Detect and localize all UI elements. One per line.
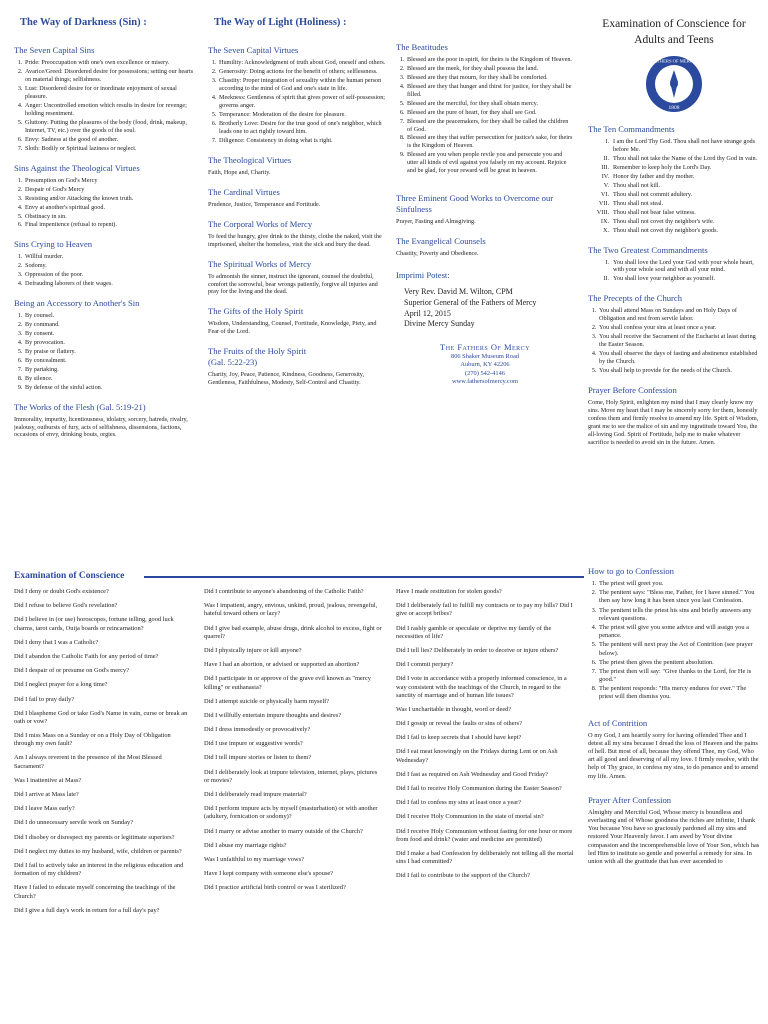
- question: Did I tell impure stories or listen to them?: [204, 754, 312, 762]
- light-title: The Way of Light (Holiness) :: [214, 17, 347, 28]
- crying-sins-list: [14, 253, 196, 288]
- question: Did I fail to receive Holy Communion during the Easter Season?: [396, 785, 562, 792]
- capital-sins-list: [14, 59, 196, 152]
- good-works-title: Three Eminent Good Works to Overcome our Sinfulness: [396, 193, 554, 215]
- theological-sins-title: Sins Against the Theological Virtues: [14, 162, 140, 173]
- gifts-text: Wisdom, Understanding, Counsel, Fortitude, Knowledge, Piety, and Fear of the Lord.: [208, 320, 377, 336]
- list-item: 4. Anger: Uncontrolled emotion which results in desire for revenge; holding resentment.: [24, 102, 196, 118]
- list-item: 2. You shall confess your sins at least once a year.: [598, 324, 760, 332]
- list-item-text: Thou shall not steal.: [613, 199, 664, 207]
- list-item-text: Remember to keep holy the Lord's Day.: [613, 164, 712, 171]
- list-item: 1. Humility: Acknowledgment of truth about God, oneself and others.: [218, 59, 388, 67]
- gifts-title: The Gifts of the Holy Spirit: [208, 306, 304, 317]
- list-item: 1. Willful murder.: [24, 253, 196, 261]
- roman-numeral: IV.: [601, 172, 609, 180]
- question: Was I unfaithful to my marriage vows?: [204, 855, 304, 863]
- list-item: 1. Blessed are the poor in spirit, for theirs is the Kingdom of Heaven.: [406, 56, 574, 64]
- theological-sins-list: [14, 177, 196, 230]
- capital-virtues-list: [208, 59, 388, 144]
- theological-virtues-text: Faith, Hope and, Charity.: [208, 168, 271, 176]
- confession-column: [588, 564, 760, 1024]
- question: Did I fail to actively take an interest in the religious education and formation of my children?: [14, 861, 184, 878]
- beatitudes-title: The Beatitudes: [396, 42, 448, 52]
- list-item: 1. The priest will greet you.: [598, 580, 760, 588]
- list-item: 3. The penitent tells the priest his sins and briefly answers any relevant questions.: [598, 607, 760, 623]
- question: Did I arrive at Mass late?: [14, 791, 79, 798]
- list-item: 5. Obstinacy in sin.: [24, 213, 196, 221]
- question: Did I leave Mass early?: [14, 805, 75, 813]
- how-to-title: How to go to Confession: [588, 566, 674, 576]
- theological-virtues-title: The Theological Virtues: [208, 154, 292, 165]
- question: Did I despair of or presume on God's mercy?: [14, 667, 130, 675]
- list-item: 8. By silence.: [24, 375, 196, 383]
- list-item: 4. Envy at another's spiritual good.: [24, 204, 196, 212]
- list-item: 4. By provocation.: [24, 339, 196, 347]
- list-item: [588, 191, 760, 199]
- list-item: 9. Blessed are you when people revile you and persecute you and utter all kinds of evil against you falsely on my account. Rejoice and be glad, for your reward will be great in heaven.: [406, 151, 574, 175]
- question: Did I give a full day's work in return for a full day's pay?: [14, 906, 160, 914]
- roman-numeral: III.: [601, 164, 609, 171]
- beatitudes-column: [396, 0, 574, 558]
- roman-numeral: VI.: [600, 190, 609, 198]
- evangelical-text: Chastity, Poverty and Obedience.: [396, 250, 479, 258]
- darkness-column: [14, 0, 196, 558]
- list-item: 5. Gluttony: Putting the pleasures of the body (food, drink, makeup, Internet, TV, etc.) over the goods of the soul.: [24, 119, 196, 135]
- question: Did I deliberately read impure material?: [204, 791, 307, 798]
- list-item: 4. You shall observe the days of fasting and abstinence established by the Church.: [598, 350, 760, 366]
- text-line: Very Rev. David M. Wilton, CPM: [404, 287, 513, 296]
- flesh-title: The Works of the Flesh (Gal. 5:19-21): [14, 401, 146, 412]
- list-item: 4. Meekness: Gentleness of spirit that gives power of self-possession; governs anger.: [218, 94, 388, 110]
- list-item: 6. Final impenitence (refusal to repent).: [24, 221, 196, 229]
- question: Did I willfully entertain impure thoughts and desires?: [204, 711, 342, 719]
- list-item: 2. By command.: [24, 321, 196, 329]
- fruits-text: Charity, Joy, Peace, Patience, Kindness, Goodness, Generosity, Gentleness, Faithfulness, Modesty, Self-Control and Chastity.: [208, 371, 365, 387]
- list-item: [588, 200, 760, 208]
- question: Did I physically injure or kill anyone?: [204, 646, 302, 654]
- commandments-list: [588, 138, 760, 234]
- question: Did I disobey or disrespect my parents or legitimate superiors?: [14, 833, 175, 841]
- list-item: [588, 173, 760, 181]
- question: Did I rashly gamble or speculate or deprive my family of the necessities of life?: [396, 624, 552, 640]
- list-item: [588, 182, 760, 190]
- imprimi-title: Imprimi Potest:: [396, 270, 450, 280]
- roman-numeral: II.: [603, 275, 609, 283]
- question: Did I commit perjury?: [396, 661, 454, 669]
- question: Was I impatient, angry, envious, unkind, proud, jealous, revengeful, hateful toward others or lazy?: [204, 602, 378, 618]
- list-item-text: Thou shall not covet thy neighbor's wife.: [613, 217, 715, 225]
- question: Did I fail to keep secrets that I should have kept?: [396, 734, 522, 742]
- question: Did I deny or doubt God's existence?: [14, 588, 109, 595]
- list-item: 1. You shall attend Mass on Sundays and on Holy Days of Obligation and rest from servile labor.: [598, 307, 760, 323]
- roman-numeral: V.: [603, 181, 609, 189]
- list-item: 2. Generosity: Doing actions for the benefit of others; selflessness.: [218, 68, 388, 76]
- list-item: 5. You shall help to provide for the needs of the Church.: [598, 367, 760, 375]
- fruits-ref: (Gal. 5:22-23): [208, 357, 258, 368]
- corporal-works-text: To feed the hungry, give drink to the thirsty, clothe the naked, visit the imprisoned, shelter the homeless, visit the sick and bury the dead.: [208, 232, 382, 248]
- list-item: 2. Despair of God's Mercy: [24, 186, 196, 194]
- how-to-list: [588, 580, 760, 702]
- question: Did I dress immodestly or provocatively?: [204, 726, 311, 734]
- title-column: [588, 0, 760, 558]
- question: Did I neglect my duties to my husband, wife, children or parents?: [14, 847, 182, 855]
- list-item-text: Thou shall not commit adultery.: [613, 190, 693, 198]
- list-item: [588, 138, 760, 154]
- list-item: [588, 164, 760, 172]
- list-item: 6. By concealment.: [24, 357, 196, 365]
- list-item: 7. Blessed are the peacemakers, for they shall be called the children of God.: [406, 118, 574, 134]
- list-item: 3. Chastity: Proper integration of sexuality within the human person according to the mind of God and one's state in life.: [218, 77, 388, 93]
- brochure-title: Examination of Conscience for Adults and Teens: [602, 18, 746, 47]
- question: Have I had an abortion, or advised or supported an abortion?: [204, 661, 360, 669]
- question: Did I practice artificial birth control or was I sterilized?: [204, 884, 346, 892]
- list-item: 4. Blessed are they that hunger and thirst for justice, for they shall be filled.: [406, 83, 574, 99]
- question: Did I marry or advise another to marry outside of the Church?: [204, 827, 363, 835]
- list-item: 5. Blessed are the merciful, for they shall obtain mercy.: [406, 100, 574, 108]
- list-item: 5. By praise or flattery.: [24, 348, 196, 356]
- act-of-contrition-title: Act of Contrition: [588, 717, 648, 728]
- question: Did I deliberately fail to fulfill my contracts or to pay my bills? Did I give or accept bribes?: [396, 602, 573, 618]
- question: Did I do unnecessary servile work on Sunday?: [14, 819, 134, 827]
- crying-sins-title: Sins Crying to Heaven: [14, 239, 93, 250]
- question: Have I made restitution for stolen goods?: [396, 588, 502, 595]
- question: Did I contribute to anyone's abandoning of the Catholic Faith?: [204, 588, 364, 595]
- question: Did I receive Holy Communion in the state of mortal sin?: [396, 813, 544, 821]
- list-item: [588, 218, 760, 226]
- list-item: 2. The penitent says: "Bless me, Father, for I have sinned." You then say how long it has been since you last Confession.: [598, 589, 760, 605]
- roman-numeral: I.: [605, 138, 609, 146]
- list-item: 6. The priest then gives the penitent absolution.: [598, 659, 760, 667]
- text-line: 806 Shaker Museum Road: [451, 353, 519, 361]
- question: Did I miss Mass on a Sunday or on a Holy Day of Obligation through my own fault?: [14, 732, 171, 748]
- greatest-title: The Two Greatest Commandments: [588, 244, 708, 255]
- question: Did I vote in accordance with a properly informed conscience, in a way consistent with the teachings of the Church, in regard to the sanctity of marriage and of human life issues?: [396, 675, 567, 699]
- roman-numeral: I.: [605, 258, 609, 266]
- list-item: 3. Resisting and/or Attacking the known truth.: [24, 195, 196, 203]
- roman-numeral: VII.: [598, 199, 609, 207]
- fathers-of-mercy-seal-icon: [644, 54, 704, 114]
- question: Did I give bad example, abuse drugs, drink alcohol to excess, fight or quarrel?: [204, 624, 382, 640]
- examination-col-3: [396, 588, 574, 887]
- text-line: Auburn, KY 42206: [460, 361, 510, 369]
- list-item: [588, 259, 760, 275]
- list-item: 2. Sodomy.: [24, 262, 196, 270]
- question: Did I gossip or reveal the faults or sins of others?: [396, 720, 523, 728]
- list-item: 7. Diligence: Consistency in doing what is right.: [218, 137, 388, 145]
- commandments-title: The Ten Commandments: [588, 124, 675, 135]
- text-line: April 12, 2015: [404, 308, 451, 318]
- corporal-works-title: The Corporal Works of Mercy: [208, 218, 313, 229]
- list-item-text: Thou shall not kill.: [613, 181, 661, 189]
- light-column: [208, 0, 388, 558]
- list-item: 4. Defrauding laborers of their wages.: [24, 280, 196, 288]
- list-item: 3. Oppression of the poor.: [24, 271, 196, 279]
- list-item: 8. Blessed are they that suffer persecution for justice's sake, for theirs is the Kingdom of Heaven.: [406, 134, 574, 150]
- fruits-title: The Fruits of the Holy Spirit: [208, 346, 307, 357]
- spiritual-works-text: To admonish the sinner, instruct the ignorant, counsel the doubtful, comfort the sorrowful, bear wrongs patiently, forgive all injuries and pray for the living and the dead.: [208, 272, 378, 296]
- list-item-text: You shall love your neighbor as yourself.: [613, 275, 715, 283]
- question: Was I uncharitable in thought, word or deed?: [396, 705, 512, 713]
- list-item: 3. You shall receive the Sacrament of the Eucharist at least during the Easter Season.: [598, 333, 760, 349]
- accessory-title: Being an Accessory to Another's Sin: [14, 298, 140, 309]
- seal-top-text: FATHERS OF MERCY: [651, 58, 697, 64]
- list-item: 7. By partaking.: [24, 366, 196, 374]
- examination-title: Examination of Conscience: [14, 571, 125, 581]
- precepts-list: [588, 307, 760, 375]
- list-item-text: Thou shall not covet thy neighbor's goods.: [613, 226, 719, 234]
- list-item: 2. Avarice/Greed: Disordered desire for possessions; setting our hearts on material things; selfishness.: [24, 68, 196, 84]
- question: Have I kept company with someone else's spouse?: [204, 870, 334, 878]
- text-line: (270) 542-4146: [465, 369, 505, 377]
- list-item-text: Honor thy father and thy mother.: [613, 172, 695, 180]
- evangelical-title: The Evangelical Counsels: [396, 236, 486, 247]
- question: Am I always reverent in the presence of the Most Blessed Sacrament?: [14, 754, 162, 770]
- list-item: [588, 155, 760, 163]
- question: Did I fail to contribute to the support of the Church?: [396, 872, 530, 880]
- list-item-text: Thou shall not bear false witness.: [613, 208, 696, 216]
- question: Did I perform impure acts by myself (masturbation) or with another (adultery, fornication or sodomy)?: [204, 805, 378, 821]
- roman-numeral: VIII.: [596, 208, 609, 216]
- roman-numeral: II.: [603, 155, 609, 163]
- fathers-name: The Fathers Of Mercy: [440, 342, 530, 353]
- question: Did I believe in (or use) horoscopes, fortune telling, good luck charms, tarot cards, Ouija boards or reincarnation?: [14, 616, 174, 632]
- spiritual-works-title: The Spiritual Works of Mercy: [208, 258, 312, 269]
- list-item: 5. The penitent will next pray the Act of Contrition (see prayer below).: [598, 641, 760, 657]
- seal-year: 1808: [668, 105, 680, 112]
- fathers-contact: [396, 342, 574, 386]
- list-item-text: You shall love the Lord your God with your whole heart, with your whole soul and with all your mind.: [613, 258, 754, 274]
- list-item-text: I am the Lord Thy God. Thou shall not have strange gods before Me.: [613, 138, 756, 154]
- capital-sins-title: The Seven Capital Sins: [14, 45, 95, 56]
- question: Did I fast as required on Ash Wednesday and Good Friday?: [396, 770, 548, 778]
- list-item: 6. Envy: Sadness at the good of another.: [24, 136, 196, 144]
- question: Have I failed to educate myself concerning the teachings of the Church?: [14, 884, 176, 900]
- question: Did I abandon the Catholic Faith for any period of time?: [14, 652, 159, 660]
- list-item: 6. Brotherly Love: Desire for the true good of one's neighbor, which leads one to act rightly toward him.: [218, 120, 388, 136]
- examination-section: [14, 568, 574, 1024]
- list-item: 7. Sloth: Bodily or Spiritual laziness or neglect.: [24, 145, 196, 153]
- question: Did I deny that I was a Catholic?: [14, 638, 99, 646]
- list-item: 3. By consent.: [24, 330, 196, 338]
- list-item: [588, 209, 760, 217]
- examination-col-2: [204, 588, 382, 899]
- fathers-address: [396, 353, 574, 386]
- question: Did I fail to confess my sins at least once a year?: [396, 799, 522, 807]
- question: Did I neglect prayer for a long time?: [14, 681, 108, 689]
- cardinal-virtues-title: The Cardinal Virtues: [208, 186, 280, 197]
- list-item: 5. Temperance: Moderation of the desire for pleasure.: [218, 111, 388, 119]
- list-item: 1. Pride: Preoccupation with one's own excellence or misery.: [24, 59, 196, 67]
- text-line: Divine Mercy Sunday: [404, 319, 475, 329]
- list-item: [588, 275, 760, 283]
- prayer-after-text: Almighty and Merciful God, Whose mercy is boundless and everlasting and of Whose goodness the riches are infinite, I thank You because You have so graciously pardoned all my sins and restored Your Heavenly favor. I am awed by Your divine compassion and the incomprehensible love of Your Son, which has led Him to institute so gentle and powerful a remedy for sins. In union with all the gratitude that has ever ascended to: [588, 808, 760, 865]
- roman-numeral: IX.: [600, 217, 609, 225]
- prayer-before-title: Prayer Before Confession: [588, 384, 677, 395]
- examination-col-1: [14, 588, 192, 921]
- beatitudes-list: [396, 56, 574, 175]
- question: Did I blaspheme God or take God's Name in vain, curse or break an oath or vow?: [14, 709, 188, 725]
- darkness-title: The Way of Darkness (Sin) :: [20, 17, 147, 28]
- prayer-before-text: Come, Holy Spirit, enlighten my mind that I may clearly know my sins. Move my heart that I may be sincerely sorry for them, honestly confess them and firmly resolve to amend my life. Spirit of Wisdom, grant me to see the malice of sin and my ingratitude toward You, the all-loving God. Spirit of Fortitude, help me to make whatever sacrifice is needed to avoid sin in the future. Amen.: [588, 398, 759, 446]
- list-item: 1. Presumption on God's Mercy: [24, 177, 196, 185]
- question: Was I inattentive at Mass?: [14, 776, 82, 784]
- list-item: 6. Blessed are the pure of heart, for they shall see God.: [406, 109, 574, 117]
- question: Did I participate in or approve of the grave evil known as "mercy killing" or euthanasia?: [204, 675, 371, 691]
- act-of-contrition-text: O my God, I am heartily sorry for having offended Thee and I detest all my sins because I dread the loss of Heaven and the pains of hell. But most of all, because they offend Thee, my God, Who art all good and deserving of all my love. I firmly resolve, with the help of Thy grace, to confess my sins, to do penance and to amend my life. Amen.: [588, 731, 759, 780]
- precepts-title: The Precepts of the Church: [588, 293, 683, 304]
- list-item: 4. The priest will give you some advice and will assign you a penance.: [598, 624, 760, 640]
- list-item: 7. The priest then will say: "Give thanks to the Lord, for He is good.": [598, 668, 760, 684]
- good-works-text: Prayer, Fasting and Almsgiving.: [396, 218, 476, 226]
- greatest-list: [588, 259, 760, 284]
- list-item: 1. By counsel.: [24, 312, 196, 320]
- imprimi-block: [404, 287, 574, 330]
- cardinal-virtues-text: Prudence, Justice, Temperance and Fortitude.: [208, 200, 321, 208]
- list-item: 9. By defense of the sinful action.: [24, 384, 196, 392]
- list-item-text: Thou shall not take the Name of the Lord thy God in vain.: [613, 155, 758, 163]
- text-line: Superior General of the Fathers of Mercy: [404, 297, 537, 307]
- capital-virtues-title: The Seven Capital Virtues: [208, 45, 299, 56]
- question: Did I fail to pray daily?: [14, 695, 75, 703]
- roman-numeral: X.: [602, 226, 609, 234]
- question: Did I attempt suicide or physically harm myself?: [204, 697, 330, 705]
- question: Did I abuse my marriage rights?: [204, 841, 287, 849]
- flesh-text: Immorality, impurity, licentiousness, idolatry, sorcery, hatreds, rivalry, jealousy, outbursts of fury, acts of selfishness, dissensions, factions, occasions of envy, drinking bouts, orgies.: [14, 415, 188, 439]
- text-line: www.fathersofmercy.com: [452, 377, 518, 385]
- question: Did I use impure or suggestive words?: [204, 740, 303, 748]
- question: Did I make a bad Confession by deliberately not telling all the mortal sins I had committed?: [396, 849, 574, 866]
- list-item: 3. Lust: Disordered desire for or inordinate enjoyment of sexual pleasure.: [24, 85, 196, 101]
- prayer-after-title: Prayer After Confession: [588, 794, 672, 805]
- list-item: [588, 227, 760, 235]
- list-item: 2. Blessed are the meek, for they shall possess the land.: [406, 65, 574, 73]
- list-item: 3. Blessed are they that mourn, for they shall be comforted.: [406, 74, 574, 82]
- question: Did I receive Holy Communion without fasting for one hour or more from food and drink? (water and medicine are permitted): [396, 827, 573, 843]
- accessory-list: [14, 312, 196, 391]
- question: Did I refuse to believe God's revelation?: [14, 602, 118, 610]
- question: Did I eat meat knowingly on the Fridays during Lent or on Ash Wednesday?: [396, 748, 558, 764]
- list-item: 8. The penitent responds: "His mercy endures for ever." The priest will then dismiss you.: [598, 685, 760, 701]
- question: Did I deliberately look at impure television, internet, plays, pictures or movies?: [204, 768, 378, 784]
- question: Did I tell lies? Deliberately in order to deceive or injure others?: [396, 646, 559, 654]
